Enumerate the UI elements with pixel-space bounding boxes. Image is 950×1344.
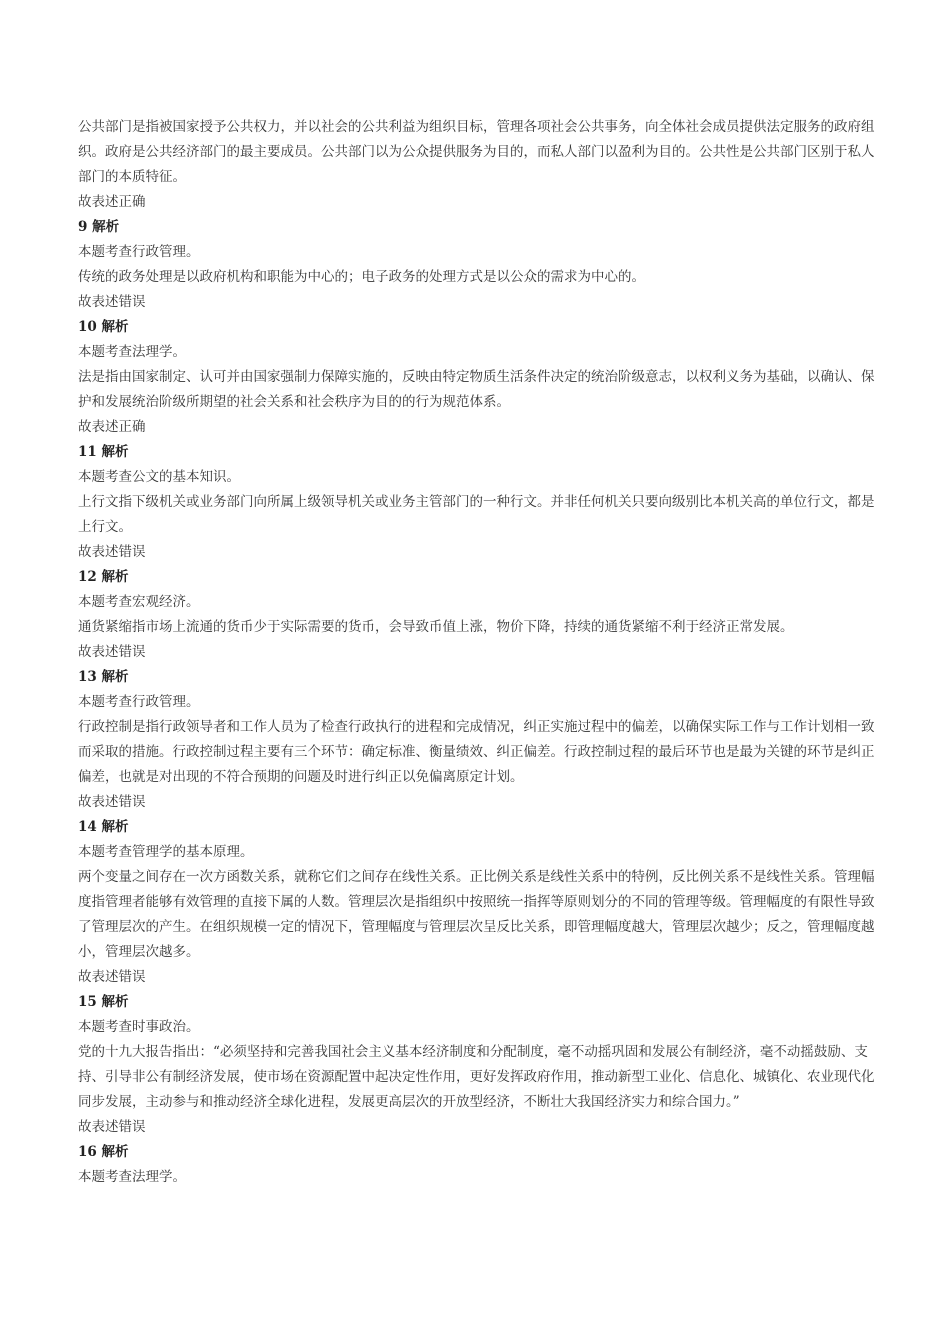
paragraph: 上行文指下级机关或业务部门向所属上级领导机关或业务主管部门的一种行文。并非任何机关只要向级别比本机关高的单位行文，都是上行文。 <box>78 494 875 535</box>
paragraph: 通货紧缩指市场上流通的货币少于实际需要的货币，会导致币值上涨，物价下降，持续的通货紧缩不利于经济正常发展。 <box>78 619 794 635</box>
topic-line: 本题考查行政管理。 <box>78 244 200 260</box>
topic-line: 本题考查管理学的基本原理。 <box>78 844 254 860</box>
paragraph: 传统的政务处理是以政府机构和职能为中心的；电子政务的处理方式是以公众的需求为中心的。 <box>78 269 645 285</box>
section-heading: 9 解析 <box>78 219 120 235</box>
topic-line: 本题考查行政管理。 <box>78 694 200 710</box>
paragraph: 两个变量之间存在一次方函数关系，就称它们之间存在线性关系。正比例关系是线性关系中的特例，反比例关系不是线性关系。管理幅度指管理者能够有效管理的直接下属的人数。管理层次是指组织中按照统一指挥等原则划分的不同的管理等级。管理幅度的有限性导致了管理层次的产生。在组织规模一定的情况下，管理幅度与管理层次呈反比关系，即管理幅度越大，管理层次越少；反之，管理幅度越小，管理层次越多。 <box>78 869 875 960</box>
conclusion-text: 故表述正确 <box>78 419 146 435</box>
topic-line: 本题考查法理学。 <box>78 344 186 360</box>
section-heading: 16 解析 <box>78 1144 129 1160</box>
conclusion-text: 故表述正确 <box>78 194 146 210</box>
conclusion-text: 故表述错误 <box>78 794 146 810</box>
section-heading: 10 解析 <box>78 319 129 335</box>
topic-line: 本题考查法理学。 <box>78 1169 186 1185</box>
paragraph: 党的十九大报告指出：“必须坚持和完善我国社会主义基本经济制度和分配制度，毫不动摇巩固和发展公有制经济，毫不动摇鼓励、支持、引导非公有制经济发展，使市场在资源配置中起决定性作用，更好发挥政府作用，推动新型工业化、信息化、城镇化、农业现代化同步发展，主动参与和推动经济全球化进程，发展更高层次的开放型经济，不断壮大我国经济实力和综合国力。” <box>78 1044 875 1110</box>
topic-line: 本题考查公文的基本知识。 <box>78 469 240 485</box>
topic-line: 本题考查宏观经济。 <box>78 594 200 610</box>
document-body <box>78 115 884 1190</box>
section-heading: 15 解析 <box>78 994 129 1010</box>
conclusion-text: 故表述错误 <box>78 544 146 560</box>
section-heading: 12 解析 <box>78 569 129 585</box>
conclusion-text: 故表述错误 <box>78 294 146 310</box>
paragraph: 行政控制是指行政领导者和工作人员为了检查行政执行的进程和完成情况，纠正实施过程中的偏差，以确保实际工作与工作计划相一致而采取的措施。行政控制过程主要有三个环节：确定标准、衡量绩效、纠正偏差。行政控制过程的最后环节也是最为关键的环节是纠正偏差，也就是对出现的不符合预期的问题及时进行纠正以免偏离原定计划。 <box>78 719 875 785</box>
section-heading: 11 解析 <box>78 444 129 460</box>
paragraph: 公共部门是指被国家授予公共权力，并以社会的公共利益为组织目标，管理各项社会公共事务，向全体社会成员提供法定服务的政府组织。政府是公共经济部门的最主要成员。公共部门以为公众提供服务为目的，而私人部门以盈利为目的。公共性是公共部门区别于私人部门的本质特征。 <box>78 119 875 185</box>
paragraph: 法是指由国家制定、认可并由国家强制力保障实施的，反映由特定物质生活条件决定的统治阶级意志，以权利义务为基础，以确认、保护和发展统治阶级所期望的社会关系和社会秩序为目的的行为规范体系。 <box>78 369 875 410</box>
section-heading: 14 解析 <box>78 819 129 835</box>
conclusion-text: 故表述错误 <box>78 644 146 660</box>
section-heading: 13 解析 <box>78 669 129 685</box>
conclusion-text: 故表述错误 <box>78 969 146 985</box>
topic-line: 本题考查时事政治。 <box>78 1019 200 1035</box>
conclusion-text: 故表述错误 <box>78 1119 146 1135</box>
